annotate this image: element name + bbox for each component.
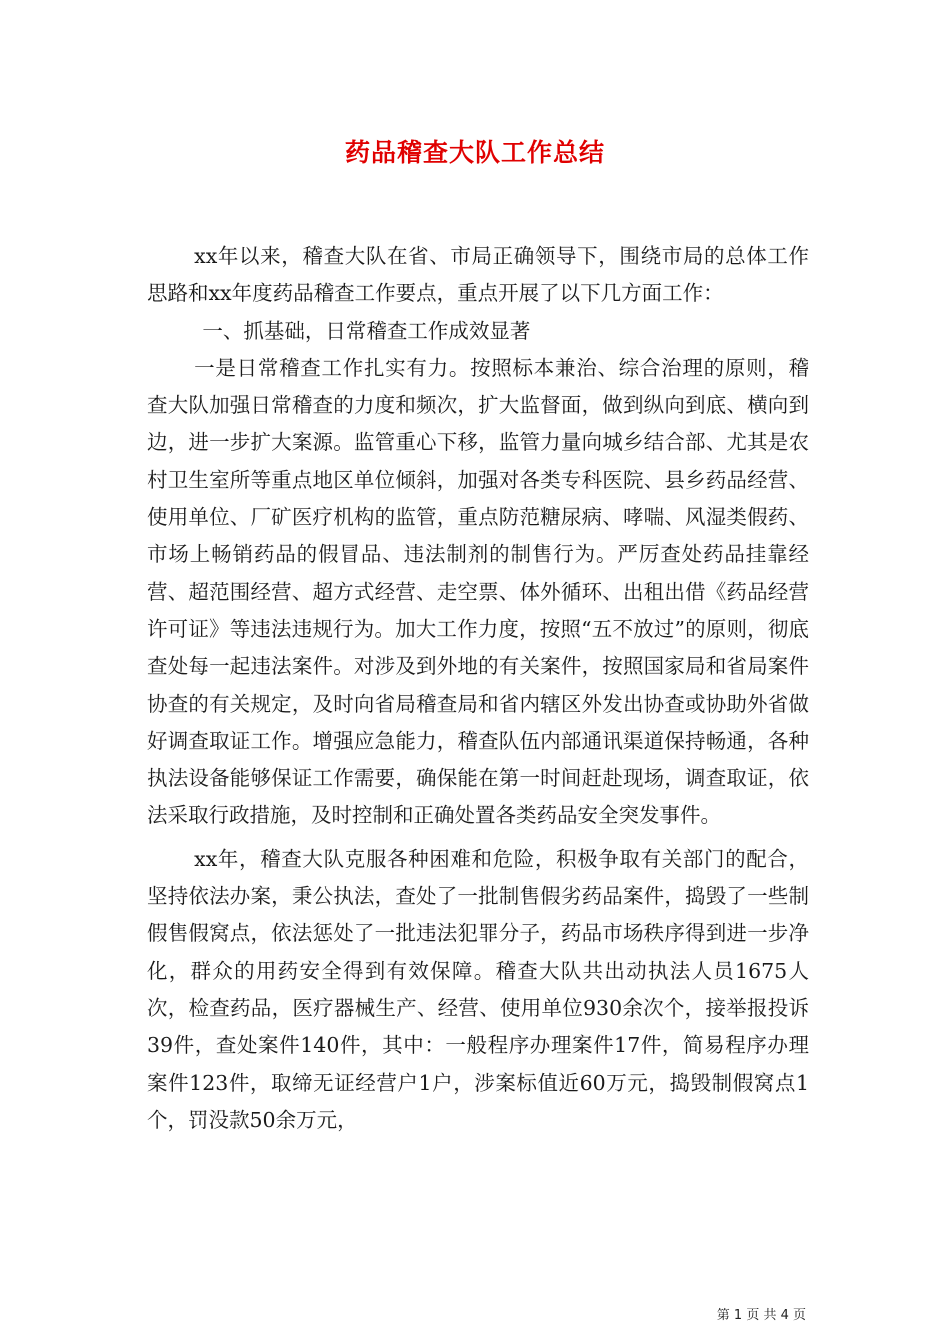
page-number: 第 1 页 共 4 页 (716, 1308, 806, 1323)
paragraph-annual-results: xx年，稽查大队克服各种困难和危险，积极争取有关部门的配合，坚持依法办案，秉公执法，查处了一批制售假劣药品案件，捣毁了一些制假售假窝点，依法惩处了一批违法犯罪分子，药品市场秩序得到进一步净化，群众的用药安全得到有效保障。稽查大队共出动执法人员1675人次，检查药品，医疗器械生产、经营、使用单位930余次个，接举报投诉39件，查处案件140件，其中：一般程序办理案件17件，简易程序办理案件123件，取缔无证经营户1户，涉案标值近60万元，捣毁制假窝点1个，罚没款50余万元， (147, 846, 809, 1132)
paragraph-intro: xx年以来，稽查大队在省、市局正确领导下，围绕市局的总体工作思路和xx年度药品稽查工作要点，重点开展了以下几方面工作： (147, 244, 809, 306)
page-title: 药品稽查大队工作总结 (344, 138, 605, 167)
section-heading: 一、抓基础，日常稽查工作成效显著 (202, 318, 531, 343)
paragraph-daily-inspection: 一是日常稽查工作扎实有力。按照标本兼治、综合治理的原则，稽查大队加强日常稽查的力度和频次，扩大监督面，做到纵向到底、横向到边，进一步扩大案源。监管重心下移，监管力量向城乡结合部、尤其是农村卫生室所等重点地区单位倾斜，加强对各类专科医院、县乡药品经营、使用单位、厂矿医疗机构的监管，重点防范糖尿病、哮喘、风湿类假药、市场上畅销药品的假冒品、违法制剂的制售行为。严厉查处药品挂靠经营、超范围经营、超方式经营、走空票、体外循环、出租出借《药品经营许可证》等违法违规行为。加大工作力度，按照“五不放过”的原则，彻底查处每一起违法案件。对涉及到外地的有关案件，按照国家局和省局案件协查的有关规定，及时向省局稽查局和省内辖区外发出协查或协助外省做好调查取证工作。增强应急能力，稽查队伍内部通讯渠道保持畅通，各种执法设备能够保证工作需要，确保能在第一时间赶赴现场，调查取证，依法采取行政措施，及时控制和正确处置各类药品安全突发事件。 (147, 355, 809, 828)
document-body (147, 238, 809, 1139)
